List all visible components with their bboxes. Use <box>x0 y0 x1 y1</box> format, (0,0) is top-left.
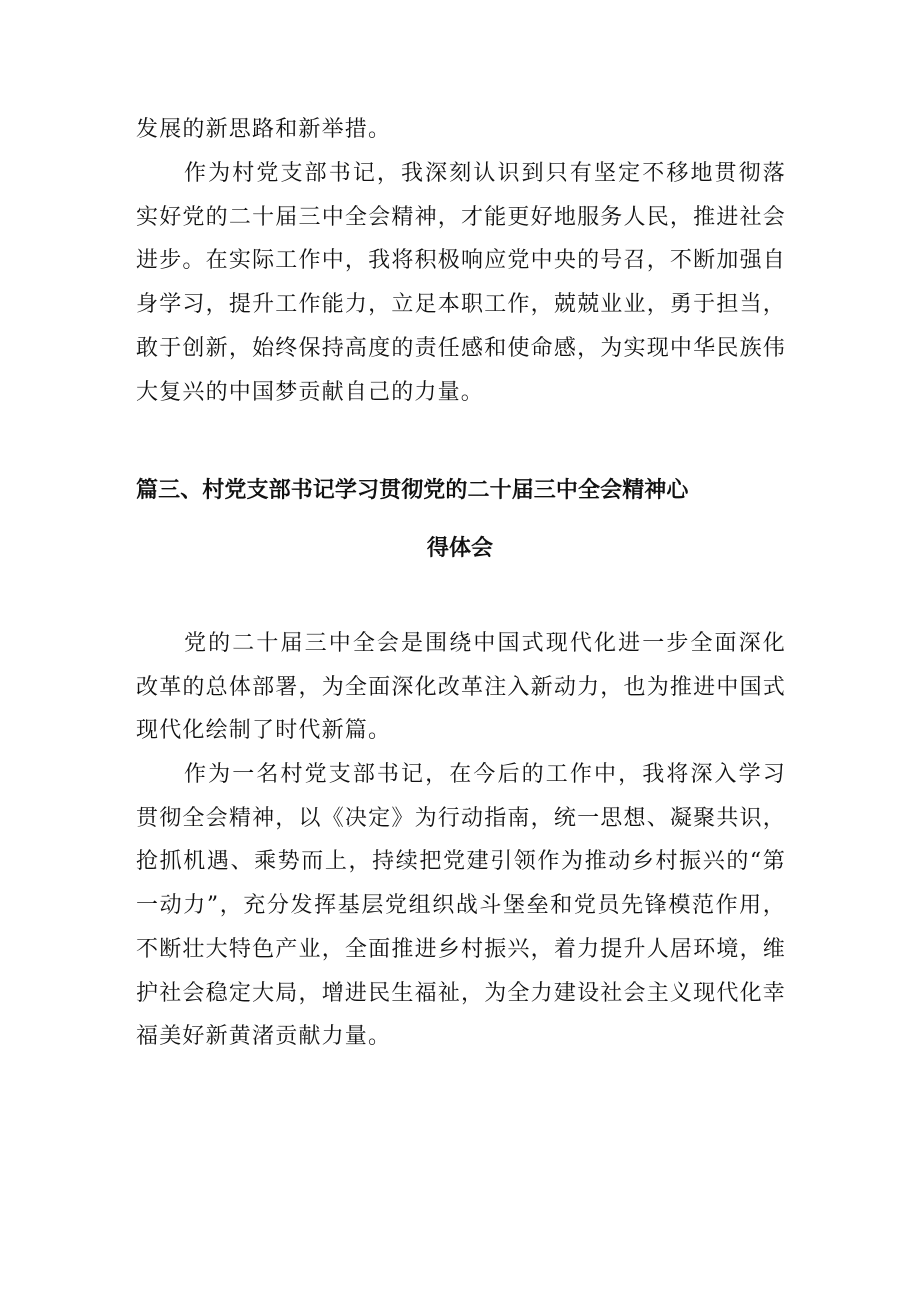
section-heading-line-2: 得体会 <box>426 536 494 561</box>
section-heading-line-1: 篇三、村党支部书记学习贯彻党的二十届三中全会精神心 <box>136 478 689 503</box>
continuation-paragraph: 发展的新思路和新举措。 <box>136 117 392 142</box>
commitment-paragraph: 作为村党支部书记，我深刻认识到只有坚定不移地贯彻落实好党的二十届三中全会精神，才能更好地服务人民，推进社会进步。在实际工作中，我将积极响应党中央的号召，不断加强自身学习，提升工作能力，立足本职工作，兢兢业业，勇于担当，敢于创新，始终保持高度的责任感和使命感，为实现中华民族伟大复兴的中国梦贡献自己的力量。 <box>136 161 786 405</box>
action-paragraph: 作为一名村党支部书记，在今后的工作中，我将深入学习贯彻全会精神，以《决定》为行动指南，统一思想、凝聚共识，抢抓机遇、乘势而上，持续把党建引领作为推动乡村振兴的“第一动力”，充分发挥基层党组织战斗堡垒和党员先锋模范作用，不断壮大特色产业，全面推进乡村振兴，着力提升人居环境，维护社会稳定大局，增进民生福祉，为全力建设社会主义现代化幸福美好新黄渚贡献力量。 <box>136 762 786 1050</box>
plenum-paragraph: 党的二十届三中全会是围绕中国式现代化进一步全面深化改革的总体部署，为全面深化改革注入新动力，也为推进中国式现代化绘制了时代新篇。 <box>136 631 786 744</box>
